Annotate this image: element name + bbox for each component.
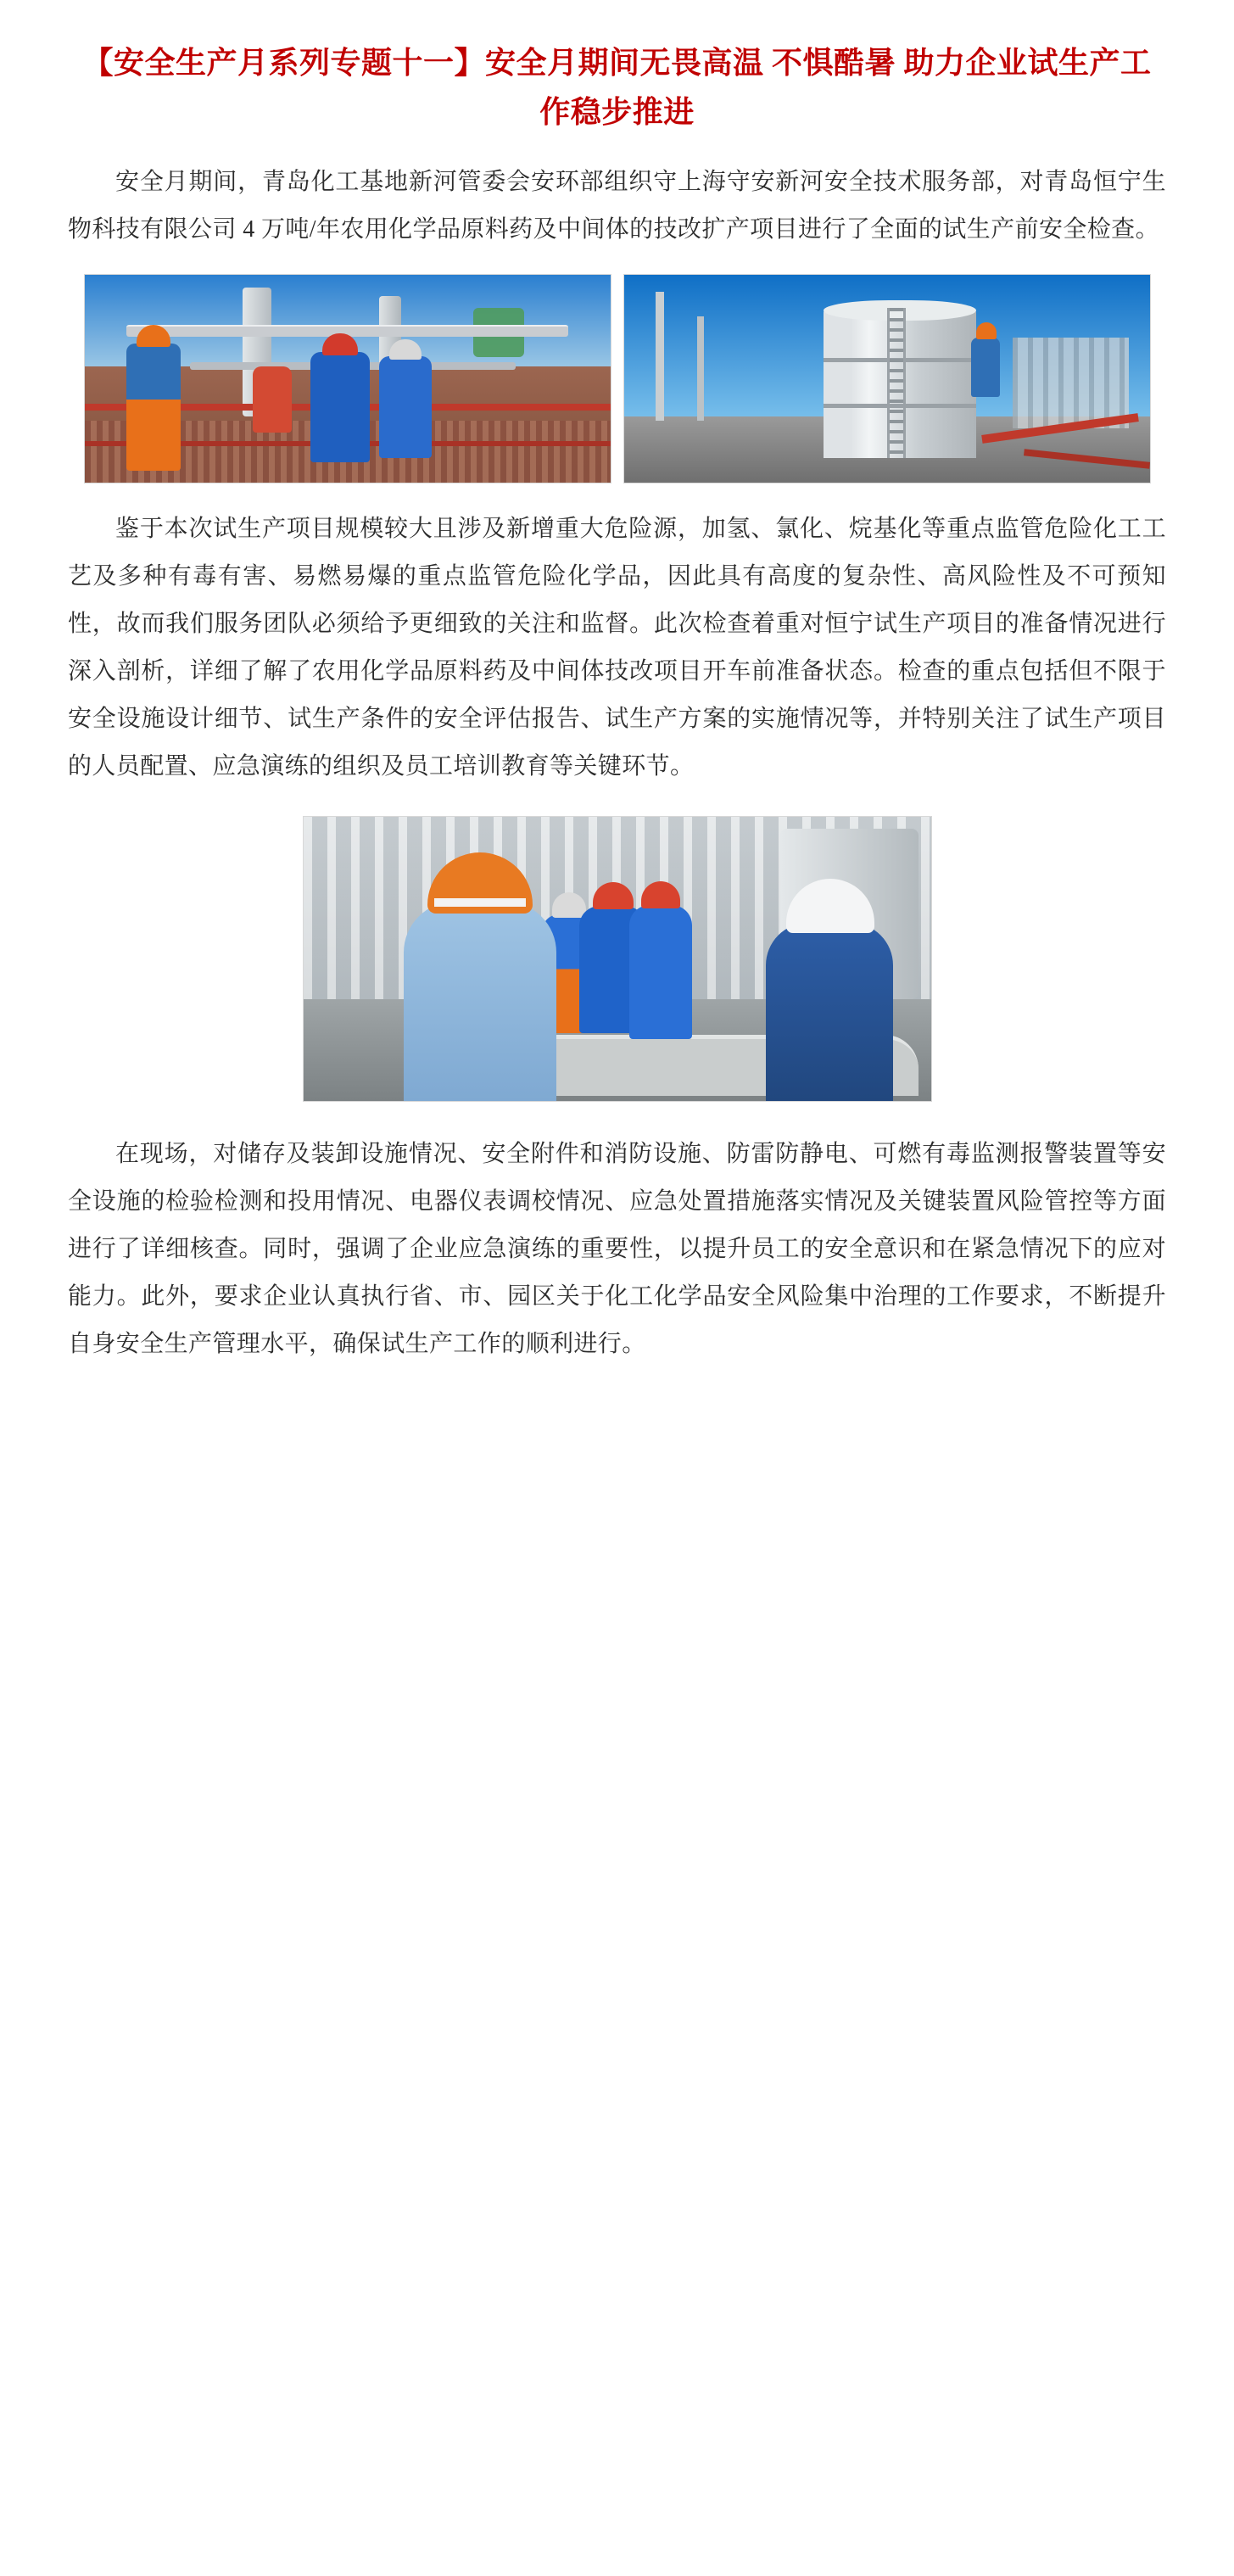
paragraph-onsite: 在现场，对储存及装卸设施情况、安全附件和消防设施、防雷防静电、可燃有毒监测报警装置等安全设施的检验检测和投用情况、电器仪表调校情况、应急处置措施落实情况及关键装置风险管控等方面进行了详细核查。同时，强调了企业应急演练的重要性，以提升员工的安全意识和在紧急情况下的应对能力。此外，要求企业认真执行省、市、园区关于化工化学品安全风险集中治理的工作要求，不断提升自身安全生产管理水平，确保试生产工作的顺利进行。 xyxy=(68,1141,1166,1358)
onsite-inspection-group-photo xyxy=(303,816,932,1102)
photo-worker-blue xyxy=(310,352,370,462)
storage-silo-photo xyxy=(623,274,1151,483)
photo-worker-red xyxy=(253,366,292,433)
photo-silo-ladder xyxy=(887,308,906,457)
photo-worker-orange xyxy=(126,344,181,471)
photo-inspector-white-helmet xyxy=(766,923,893,1101)
plant-deck-workers-photo xyxy=(84,274,611,483)
photo-tower-secondary xyxy=(697,316,704,421)
paragraph-scope: 鉴于本次试生产项目规模较大且涉及新增重大危险源，加氢、氯化、烷基化等重点监管危险化工工艺及多种有毒有害、易燃易爆的重点监管危险化学品，因此具有高度的复杂性、高风险性及不可预知性，故而我们服务团队必须给予更细致的关注和监督。此次检查着重对恒宁试生产项目的准备情况进行深入剖析，详细了解了农用化学品原料药及中间体技改项目开车前准备状态。检查的重点包括但不限于安全设施设计细节、试生产条件的安全评估报告、试生产方案的实施情况等，并特别关注了试生产项目的人员配置、应急演练的组织及员工培训教育等关键环节。 xyxy=(68,516,1166,780)
figure-row-top xyxy=(44,274,1190,483)
photo-worker-blue xyxy=(971,338,1000,397)
photo-tower xyxy=(656,292,664,421)
photo-inspector-orange-helmet xyxy=(404,902,556,1101)
photo-structure-right xyxy=(1013,338,1128,429)
photo-worker-blue-b xyxy=(629,905,692,1039)
page-title: 【安全生产月系列专题十一】安全月期间无畏高温 不惧酷暑 助力企业试生产工作稳步推进 xyxy=(82,46,1152,129)
paragraph-intro: 安全月期间，青岛化工基地新河管委会安环部组织守上海守安新河安全技术服务部，对青岛恒宁生物科技有限公司 4 万吨/年农用化学品原料药及中间体的技改扩产项目进行了全面的试生产前安全检查。 xyxy=(68,169,1166,243)
photo-worker-blue-2 xyxy=(379,356,432,458)
